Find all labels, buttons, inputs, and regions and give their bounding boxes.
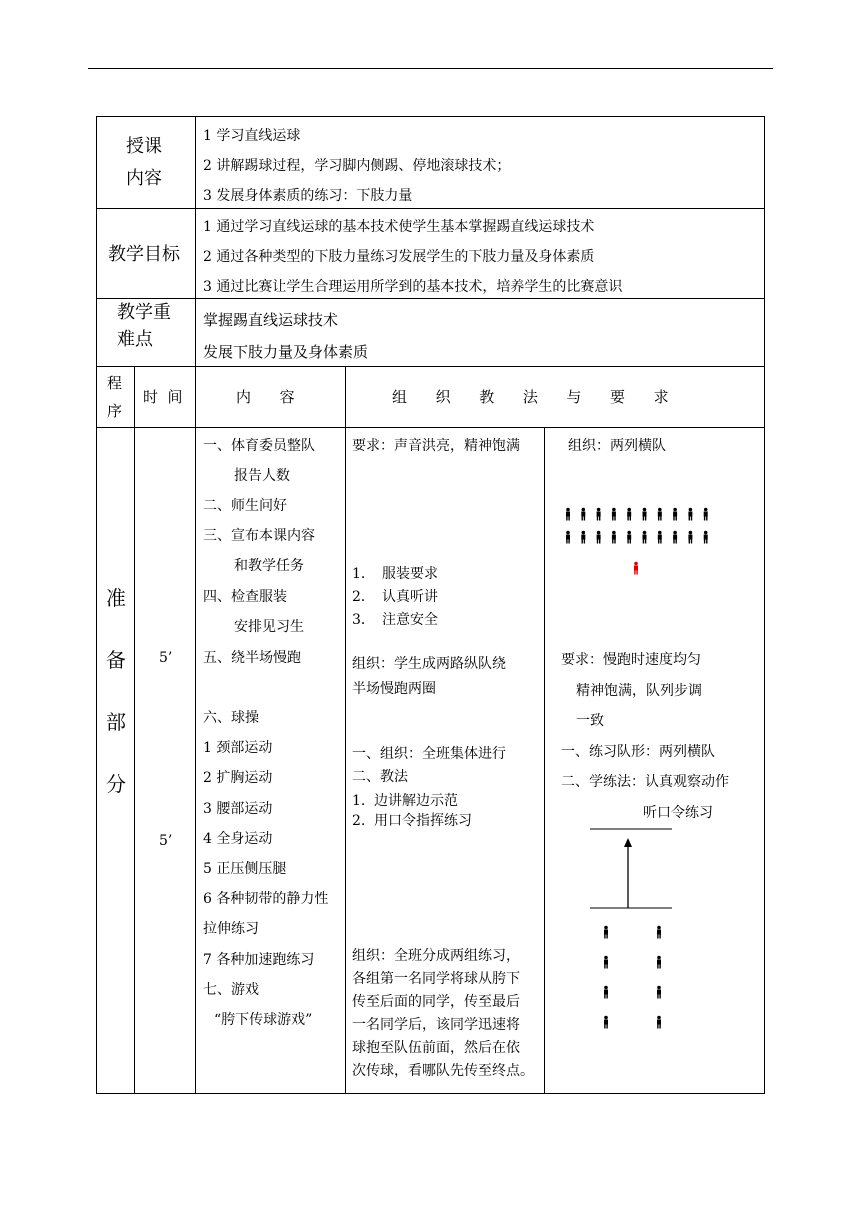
student-icon [604,926,608,939]
content-line: 和教学任务 [234,558,304,574]
section-name-char: 部 [106,710,126,734]
content-line: 6 各种韧带的静力性 [203,891,329,907]
content-line: 拉伸练习 [203,921,259,937]
content-line: 五、绕半场慢跑 [203,650,301,666]
teach-goal-label: 教学目标 [108,244,180,265]
practice-line: 听口令练习 [643,805,713,821]
student-icon [704,508,708,521]
student-icon [688,531,692,544]
student-icon [627,508,631,521]
student-icon [581,508,585,521]
key-point-item: 发展下肢力量及身体素质 [203,343,369,361]
content-line: 1 颈部运动 [203,740,273,756]
jog-organization: 半场慢跑两圈 [352,681,436,697]
list-number: 2． [352,589,375,605]
relay-diagram [580,826,690,1046]
key-points-label: 教学重 [117,302,171,323]
content-line: 2 扩胸运动 [203,770,273,786]
game-organization: 组织：全班分成两组练习， [352,948,520,964]
game-organization: 各组第一名同学将球从胯下 [352,971,520,987]
student-icon [604,1016,608,1029]
practice-line: 一、练习队形：两列横队 [561,744,715,760]
section-name-char: 备 [106,648,126,672]
content-line: 四、检查服装 [203,589,287,605]
content-header: 内 容 [236,388,295,406]
key-points-label: 难点 [117,329,153,350]
row-divider [96,298,765,299]
procedure-header: 序 [107,402,123,420]
student-icon [673,508,677,521]
two-row-formation-diagram [546,500,746,580]
method-requirement: 要求：声音洪亮，精神饱满 [352,438,520,454]
column-divider [195,116,196,1094]
student-icon [657,986,661,999]
jog-requirement: 精神饱满，队列步调 [576,683,702,699]
student-icon [657,926,661,939]
teach-content-item: 1 学习直线运球 [203,128,301,144]
column-divider [345,366,346,1094]
method-header: 组 织 教 法 与 要 求 [392,388,669,406]
student-icon [643,531,647,544]
game-organization: 球抱至队伍前面，然后在依 [352,1040,520,1056]
jog-organization: 组织：学生成两路纵队绕 [352,656,506,672]
student-icon [657,1016,661,1029]
row-divider [96,427,765,428]
list-number: 1. [352,793,366,809]
ball-organization: 二、教法 [352,769,408,785]
teach-content-item: 2 讲解踢球过程，学习脚内侧踢、停地滚球技术； [203,158,511,174]
row-divider [96,366,765,367]
student-icon [657,956,661,969]
practice-line: 二、学练法：认真观察动作 [561,774,729,790]
section-name-char: 分 [106,772,126,796]
teach-goal-item: 1 通过学习直线运球的基本技术使学生基本掌握踢直线运球技术 [203,219,595,235]
student-icon [704,531,708,544]
list-text: 用口令指挥练习 [374,813,472,829]
jog-requirement: 一致 [576,713,604,729]
key-point-item: 掌握踢直线运球技术 [203,311,339,329]
game-organization: 次传球，看哪队先传至终点。 [352,1063,534,1079]
content-line: “胯下传球游戏” [214,1012,313,1028]
student-icon [566,508,570,521]
jog-requirement: 要求：慢跑时速度均匀 [561,652,701,668]
list-text: 注意安全 [382,612,438,628]
list-text: 边讲解边示范 [374,793,458,809]
teach-goal-item: 2 通过各种类型的下肢力量练习发展学生的下肢力量及身体素质 [203,249,595,265]
content-line: 3 腰部运动 [203,801,273,817]
content-line: 七、游戏 [203,982,259,998]
student-icon [581,531,585,544]
content-line: 一、体育委员整队 [203,438,315,454]
content-line: 4 全身运动 [203,831,273,847]
procedure-header: 程 [107,374,123,392]
teach-content-label: 授课 [126,136,162,157]
student-icon [688,508,692,521]
list-number: 2. [352,813,366,829]
formation-label: 组织：两列横队 [568,438,666,454]
student-icon [612,508,616,521]
page-top-rule [88,68,773,69]
time-value: 5’ [159,833,173,849]
section-name-char: 准 [106,586,126,610]
student-icon [643,508,647,521]
teach-goal-item: 3 通过比赛让学生合理运用所学到的基本技术，培养学生的比赛意识 [203,279,623,295]
content-line: 安排见习生 [234,619,304,635]
student-icon [604,956,608,969]
list-number: 1． [352,566,375,582]
teach-content-label: 内容 [126,168,162,189]
game-organization: 一名同学后，该同学迅速将 [352,1017,520,1033]
list-text: 认真听讲 [382,589,438,605]
teacher-icon [634,562,638,575]
student-icon [566,531,570,544]
student-icon [673,531,677,544]
student-icon [612,531,616,544]
column-divider [134,366,135,1094]
student-icon [604,986,608,999]
student-icon [658,531,662,544]
row-divider [96,208,765,209]
arrow-head [624,838,632,847]
student-icon [597,531,601,544]
list-number: 3． [352,612,375,628]
content-line: 7 各种加速跑练习 [203,952,315,968]
column-divider [544,427,545,1094]
content-line: 5 正压侧压腿 [203,861,287,877]
list-text: 服装要求 [382,566,438,582]
time-value: 5’ [159,650,173,666]
content-line: 六、球操 [203,710,259,726]
content-line: 三、宣布本课内容 [203,528,315,544]
student-icon [658,508,662,521]
student-icon [597,508,601,521]
content-line: 二、师生问好 [203,498,287,514]
time-header: 时 间 [143,388,183,406]
teach-content-item: 3 发展身体素质的练习：下肢力量 [203,188,413,204]
ball-organization: 一、组织：全班集体进行 [352,746,506,762]
game-organization: 传至后面的同学，传至最后 [352,994,520,1010]
student-icon [627,531,631,544]
content-line: 报告人数 [234,468,290,484]
